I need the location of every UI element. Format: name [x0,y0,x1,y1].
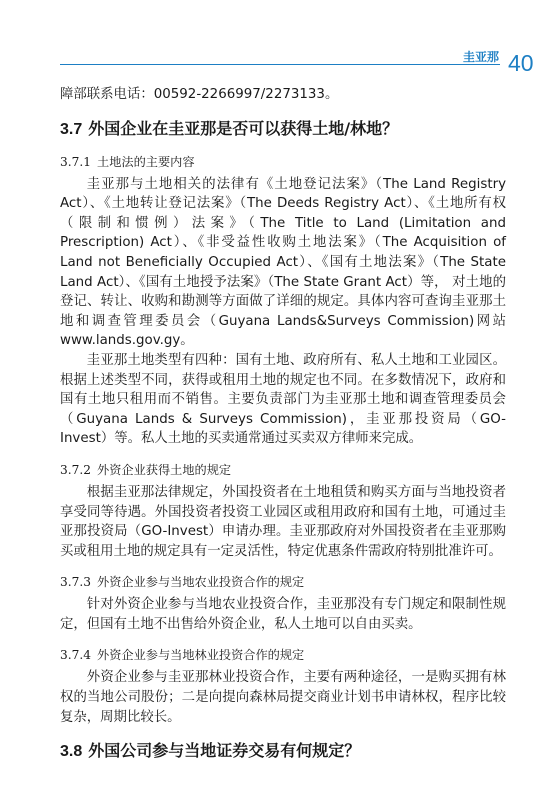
paragraph: 根据圭亚那法律规定，外国投资者在土地租赁和购买方面与当地投资者享受同等待遇。外国投资者投资工业园区或租用政府和国有土地，可通过圭亚那投资局（GO-Invest）申请办理。圭亚那政府对外国投资者在圭亚那购买或租用土地的规定具有一定灵活性，特定优惠条件需政府特别批准许可。 [60,484,506,559]
page-header [0,46,559,80]
contact-line: 障部联系电话：00592-2266997/2273133。 [60,87,339,102]
header-rule [60,64,500,65]
subsection-heading-3-7-2 [60,461,506,479]
paragraph: 圭亚那土地类型有四种：国有土地、政府所有、私人土地和工业园区。根据上述类型不同，获得或租用土地的规定也不同。在多数情况下，政府和国有土地只租用而不销售。主要负责部门为圭亚那土地和调查管理委员会（Guyana Lands & Surveys Commission)，圭亚那投资局（GO-Invest）等。私人土地的买卖通常通过买卖双方律师来完成。 [60,352,506,447]
section-heading-3-7 [60,118,506,141]
subsection-heading-3-7-4 [60,646,506,664]
subsection-title: 外资企业获得土地的规定 [97,462,232,477]
subsection-number: 3.7.1 [60,154,92,169]
subsection-title: 土地法的主要内容 [97,154,195,169]
paragraph: 外资企业参与圭亚那林业投资合作，主要有两种途径，一是购买拥有林权的当地公司股份；二是向提向森林局提交商业计划书申请林权，程序比较复杂，周期比较长。 [60,670,506,725]
page-number: 40 [508,50,534,76]
section-number: 3.7 [60,120,83,138]
subsection-heading-3-7-1 [60,153,506,171]
section-title: 外国公司参与当地证券交易有何规定？ [88,741,361,761]
section-title: 外国企业在圭亚那是否可以获得土地/林地？ [88,118,399,138]
subsection-number: 3.7.2 [60,462,92,477]
paragraph: 圭亚那与土地相关的法律有《土地登记法案》（The Land Registry Act）、《土地转让登记法案》（The Deeds Registry Act）、《土地所有权（限制和惯例）法案》（The Title to Land (Limitation and Prescription) Act）、《非受益性收购土地法案》（The Acquisition of Land not Beneficially Occupied Act）、《国有土地法案》（The State Land Act）、《国有土地授予法案》（The State Grant Act）等， 对土地的登记、转让、收购和勘测等方面做了详细的规定。具体内容可查询圭亚那土地和调查管理委员会（Guyana Lands&Surveys Commission)网站www.lands.gov.gy。 [60,176,506,349]
subsection-number: 3.7.4 [60,648,92,663]
page-body [60,85,506,763]
section-number: 3.8 [60,743,83,761]
subsection-heading-3-7-3 [60,573,506,591]
subsection-title: 外资企业参与当地农业投资合作的规定 [97,575,305,590]
section-heading-3-8 [60,740,506,763]
subsection-number: 3.7.3 [60,575,92,590]
paragraph: 针对外资企业参与当地农业投资合作，圭亚那没有专门规定和限制性规定，但国有土地不出售给外资企业，私人土地可以自由买卖。 [60,597,506,632]
header-country: 圭亚那 [463,50,500,64]
subsection-title: 外资企业参与当地林业投资合作的规定 [97,648,305,663]
